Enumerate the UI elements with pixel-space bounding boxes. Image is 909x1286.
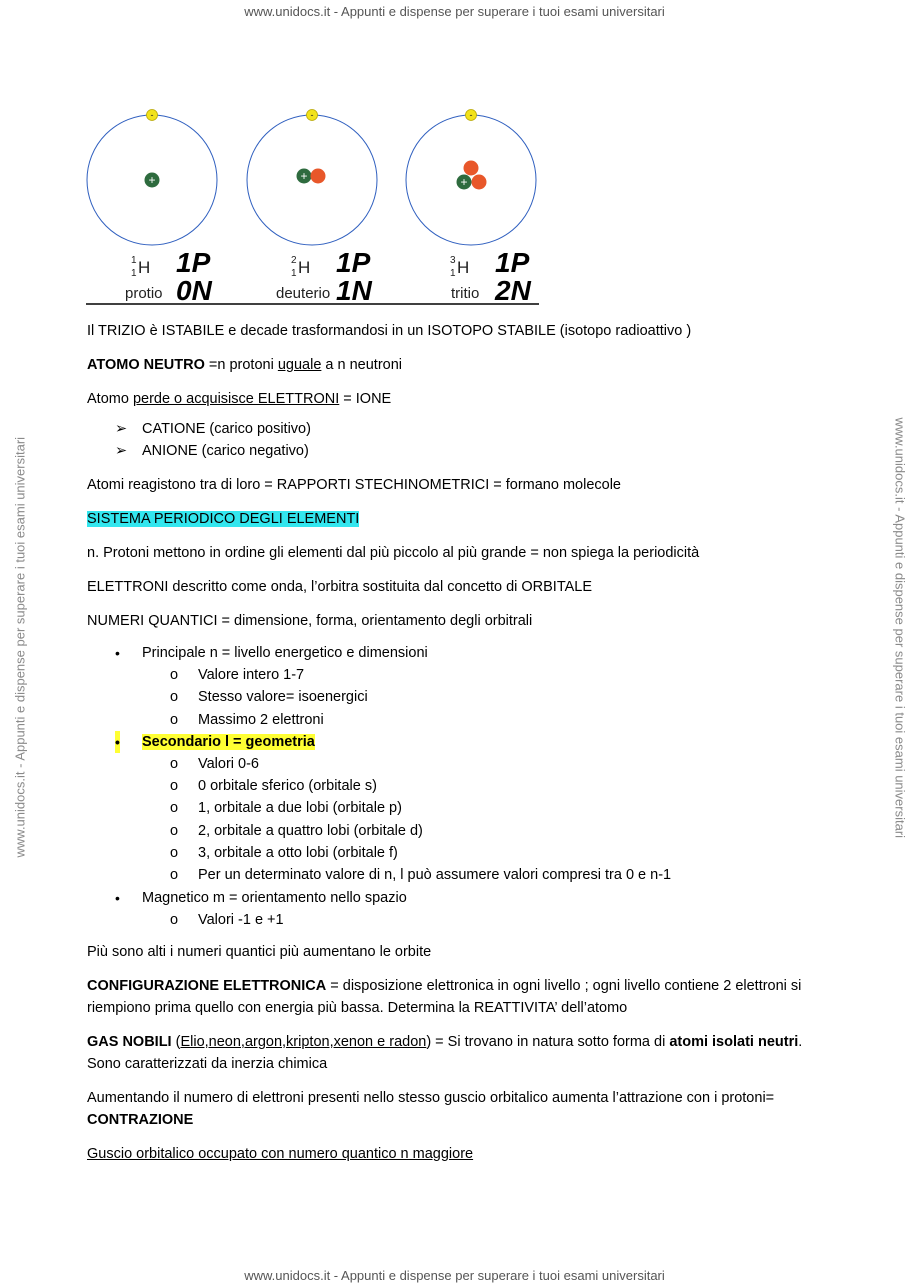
circle-bullet-icon: o: [170, 755, 179, 772]
electron-sign: -: [469, 110, 473, 120]
term-configurazione: CONFIGURAZIONE ELETTRONICA: [87, 977, 327, 994]
proton-sign: +: [460, 175, 468, 189]
text-fragment: a n neutroni: [321, 357, 403, 373]
sublist-item: [170, 864, 827, 886]
highlighted-heading: SISTEMA PERIODICO DEGLI ELEMENTI: [87, 511, 360, 527]
sublist-item-text: Valori -1 e +1: [198, 911, 284, 928]
quantum-numbers-list: [115, 642, 827, 931]
watermark-top: www.unidocs.it - Appunti e dispense per superare i tuoi esami universitari: [244, 4, 665, 19]
isotope-atomic-number: 1: [131, 268, 137, 279]
sublist-item-text: 3, orbitale a otto lobi (orbitale f): [198, 845, 398, 862]
neutron: [311, 169, 326, 184]
term-atomo-neutro: ATOMO NEUTRO: [87, 357, 205, 373]
text-fragment: (: [171, 1033, 181, 1050]
isotope-name: protio: [125, 285, 163, 302]
text-underlined: perde o acquisisce ELETTRONI: [132, 391, 340, 407]
sublist-item-text: 0 orbitale sferico (orbitale s): [198, 778, 377, 795]
text-fragment: =n protoni: [204, 357, 278, 373]
paragraph-gas-nobili: [87, 1031, 827, 1075]
document-body: [87, 320, 827, 1177]
list-item-text-highlighted: Secondario l = geometria: [142, 733, 315, 750]
isotope-mass-number: 1: [131, 255, 137, 266]
sublist-item: [170, 842, 827, 864]
handwritten-proton-note: 1P: [176, 247, 211, 278]
handwritten-neutron-note: 0N: [176, 275, 212, 306]
paragraph-elettroni: ELETTRONI descritto come onda, l’orbitra sostituita dal concetto di ORBITALE: [87, 579, 593, 595]
text-fragment: . Sono caratterizzati da inerzia chimica: [87, 1033, 803, 1072]
list-item-magnetico: [115, 887, 827, 931]
sublist-magnetico: [170, 909, 827, 931]
sublist-item-text: Valore intero 1-7: [198, 667, 305, 683]
paragraph-ione: [87, 388, 827, 410]
isotope-atomic-number: 1: [450, 268, 456, 279]
list-item-text: ANIONE (carico negativo): [142, 443, 309, 459]
watermark-bottom: www.unidocs.it - Appunti e dispense per superare i tuoi esami universitari: [244, 1268, 665, 1283]
electron-sign: -: [150, 110, 154, 120]
list-item-text: CATIONE (carico positivo): [142, 421, 311, 437]
list-item-secondario: [115, 731, 827, 887]
sublist-item-text: Massimo 2 elettroni: [198, 711, 324, 728]
handwritten-proton-note: 1P: [336, 247, 371, 278]
sublist-secondario: [170, 753, 827, 887]
text-fragment: Atomo: [87, 391, 133, 407]
isotope-name: deuterio: [276, 285, 331, 302]
proton-sign: +: [148, 173, 156, 187]
handwritten-neutron-note: 2N: [495, 275, 531, 306]
term-contrazione: CONTRAZIONE: [87, 1111, 194, 1128]
sublist-item: [170, 664, 827, 686]
isotope-symbol: H: [298, 258, 311, 277]
sublist-item: [170, 753, 827, 775]
handwritten-neutron-note: 1N: [336, 275, 372, 306]
watermark-left: www.unidocs.it - Appunti e dispense per superare i tuoi esami universitari: [12, 436, 28, 858]
heading-sistema-periodico: [87, 508, 827, 530]
isotope-mass-number: 2: [291, 255, 297, 266]
paragraph-contrazione: [87, 1087, 827, 1131]
arrow-bullet-icon: ➢: [115, 443, 128, 459]
paragraph-guscio: [87, 1143, 827, 1165]
paragraph-orbite: Più sono alti i numeri quantici più aumentano le orbite: [87, 943, 432, 960]
electron-sign: -: [310, 110, 314, 120]
sublist-item-text: 1, orbitale a due lobi (orbitale p): [198, 800, 402, 817]
sublist-item: [170, 775, 827, 797]
paragraph-trizio: Il TRIZIO è ISTABILE e decade trasformandosi in un ISOTOPO STABILE (isotopo radioattivo ): [87, 323, 692, 339]
bullet-icon: •: [115, 645, 120, 661]
neutron: [464, 161, 479, 176]
circle-bullet-icon: o: [170, 911, 179, 928]
arrow-bullet-icon: ➢: [115, 421, 128, 437]
circle-bullet-icon: o: [170, 778, 179, 795]
isotope-symbol: H: [457, 258, 470, 277]
sublist-item-text: 2, orbitale a quattro lobi (orbitale d): [198, 822, 423, 839]
list-item-text: Principale n = livello energetico e dimensioni: [142, 645, 428, 661]
circle-bullet-icon: o: [170, 667, 179, 683]
watermark-right: www.unidocs.it - Appunti e dispense per superare i tuoi esami universitari: [892, 417, 908, 839]
sublist-item: [170, 686, 827, 708]
text-fragment: = IONE: [339, 391, 392, 407]
list-item: [115, 440, 827, 462]
paragraph-atomo-neutro: [87, 354, 827, 376]
term-gas-nobili: GAS NOBILI: [87, 1033, 172, 1050]
isotopes-svg: [80, 100, 560, 310]
proton-sign: +: [300, 169, 308, 183]
isotope-atomic-number: 1: [291, 268, 297, 279]
isotope-name: tritio: [451, 285, 480, 302]
ion-types-list: [115, 418, 827, 462]
sublist-item: [170, 820, 827, 842]
text-fragment: ) = Si trovano in natura sotto forma di: [426, 1033, 670, 1050]
list-item-principale: [115, 642, 827, 731]
text-fragment: = disposizione elettronica in ogni livello ; ogni livello contiene 2 elettroni si riempiono prima quello con energia più bassa. Determina la REATTIVITA’ dell’atomo: [87, 977, 802, 1016]
sublist-item-text: Per un determinato valore di n, l può assumere valori compresi tra 0 e n-1: [198, 867, 672, 884]
text-bold: atomi isolati neutri: [669, 1033, 799, 1050]
neutron: [472, 175, 487, 190]
sublist-principale: [170, 664, 827, 731]
circle-bullet-icon: o: [170, 845, 179, 862]
paragraph-numeri-quantici: NUMERI QUANTICI = dimensione, forma, orientamento degli orbitrali: [87, 613, 533, 629]
list-item: [115, 418, 827, 440]
circle-bullet-icon: o: [170, 822, 179, 839]
sublist-item: [170, 909, 827, 931]
circle-bullet-icon: o: [170, 867, 179, 884]
paragraph-rapporti: Atomi reagistono tra di loro = RAPPORTI STECHINOMETRICI = formano molecole: [87, 477, 621, 493]
sublist-item-text: Valori 0-6: [198, 755, 259, 772]
sublist-item: [170, 709, 827, 731]
sublist-item: [170, 797, 827, 819]
text-underlined: Guscio orbitalico occupato con numero quantico n maggiore: [87, 1145, 474, 1162]
circle-bullet-icon: o: [170, 689, 179, 706]
circle-bullet-icon: o: [170, 800, 179, 817]
isotope-mass-number: 3: [450, 255, 456, 266]
text-underlined: uguale: [277, 357, 322, 373]
circle-bullet-icon: o: [170, 711, 179, 728]
paragraph-configurazione: [87, 975, 827, 1019]
bullet-icon: •: [115, 889, 120, 906]
bullet-icon: •: [115, 731, 120, 753]
text-underlined: Elio,neon,argon,kripton,xenon e radon: [180, 1033, 427, 1050]
hydrogen-isotopes-diagram: [80, 100, 560, 310]
handwritten-proton-note: 1P: [495, 247, 530, 278]
sublist-item-text: Stesso valore= isoenergici: [198, 689, 368, 706]
text-fragment: Aumentando il numero di elettroni presenti nello stesso guscio orbitalico aumenta l’attrazione con i protoni=: [87, 1089, 775, 1106]
list-item-text: Magnetico m = orientamento nello spazio: [142, 889, 407, 906]
isotope-symbol: H: [138, 258, 151, 277]
paragraph-protoni: n. Protoni mettono in ordine gli elementi dal più piccolo al più grande = non spiega la periodicità: [87, 545, 700, 561]
